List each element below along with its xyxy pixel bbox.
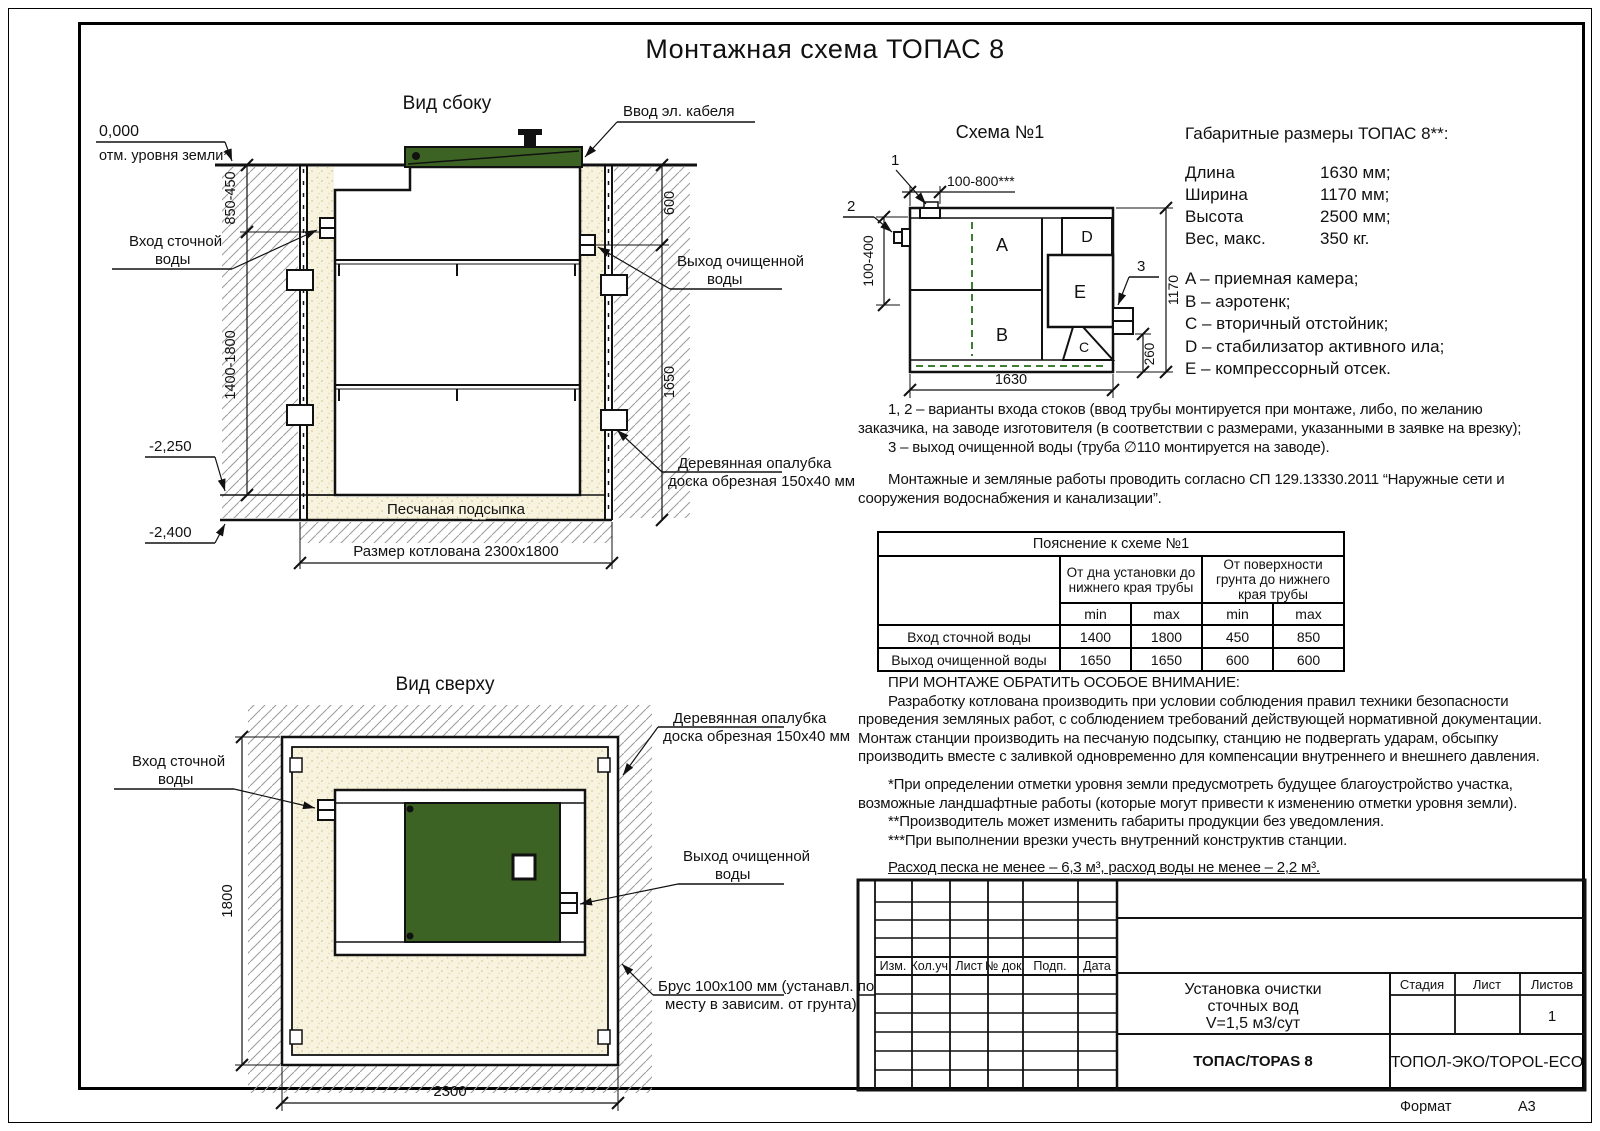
inlet-label-2: воды [155, 251, 191, 268]
timber-label-1: Брус 100х100 мм (устанавл. по [658, 978, 875, 995]
table-group-2: От поверхности грунта до нижнего края трубы [1202, 556, 1344, 603]
explanation-table: Пояснение к схеме №1 От дна установки до нижнего края трубы От поверхности грунта до нижнего края трубы min max min max Вход сточной воды 1400 1800 450 850 Выход очищенной воды 1650 1650 600 600 [877, 531, 1345, 672]
outlet-label-1: Выход очищенной [677, 253, 805, 270]
outlet-label-2: воды [707, 271, 743, 288]
title-block [855, 875, 1595, 1127]
footnote-1: *При определении отметки уровня земли предусмотреть будущее благоустройство участка, возможные ландшафтные работы (которые могут привести к изменению отметки уровня земли). [858, 775, 1518, 812]
legend-item: D – стабилизатор активного ила; [1185, 336, 1445, 356]
attention-block [858, 674, 1558, 878]
stage-header: Стадия [1399, 977, 1445, 992]
inlet-stub-top [318, 800, 335, 820]
svg-text:сточных вод: сточных вод [1207, 998, 1299, 1015]
formwork-label-2: доска обрезная 150х40 мм [668, 473, 856, 490]
outlet-stub-top [560, 893, 577, 913]
compartment-b-label: B [995, 325, 1009, 345]
page-title: Монтажная схема ТОПАС 8 [645, 34, 1005, 64]
callout-1-leader [896, 170, 926, 204]
top-view-title: Вид сверху [395, 674, 495, 695]
footnote-2: **Производитель может изменить габариты продукции без уведомления. [888, 813, 1384, 831]
pit-size-label: Размер котлована 2300х1800 [353, 543, 559, 560]
dimensions-title: Габаритные размеры ТОПАС 8**: [1185, 124, 1449, 143]
sheets-header: Листов [1530, 977, 1574, 992]
inlet-label-top-2: воды [158, 771, 194, 788]
dim-100-400: 100-400 [860, 235, 876, 287]
compartment-legend [1185, 268, 1580, 381]
spec-row: Ширина 1170 мм; [1185, 185, 1390, 204]
compartment-d-label: D [1081, 229, 1093, 246]
side-view-title: Вид сбоку [402, 93, 492, 114]
callout-2: 2 [847, 198, 856, 215]
note-sp: Монтажные и земляные работы проводить согласно СП 129.13330.2011 “Наружные сети и сооружения водоснабжения и канализации”. [858, 471, 1505, 507]
side-view-drawing [85, 93, 856, 600]
doc-title [1184, 981, 1321, 1032]
callout-1: 1 [891, 152, 900, 169]
attention-heading: ПРИ МОНТАЖЕ ОБРАТИТЬ ОСОБОЕ ВНИМАНИЕ: [888, 674, 1240, 691]
product-name: ТОПАС/TOPAS 8 [1193, 1053, 1313, 1070]
compartment-e-label: E [1073, 282, 1087, 302]
outlet-stub [580, 235, 595, 255]
svg-text:Лист: Лист [955, 959, 983, 973]
dim-1800: 1800 [219, 884, 236, 918]
cable-entry-leader [585, 122, 617, 157]
outlet-label-top-2: воды [715, 866, 751, 883]
tank-body [335, 167, 580, 495]
dim-2300: 2300 [433, 1083, 467, 1100]
sheets-value: 1 [1547, 1008, 1557, 1025]
vent-pipe [524, 135, 536, 147]
sand-bedding-label: Песчаная подсыпка [386, 501, 526, 518]
table-title: Пояснение к схеме №1 [878, 532, 1344, 556]
svg-text:№ док.: № док. [984, 959, 1026, 973]
dim-600: 600 [662, 190, 678, 216]
company-name: ТОПОЛ-ЭКО/TOPOL-ECO [1390, 1054, 1584, 1071]
dim-1400-1800: 1400-1800 [223, 330, 239, 400]
tank-lid [405, 129, 582, 167]
format-label: Формат [1400, 1099, 1452, 1115]
level-2250: -2,250 [149, 438, 192, 455]
attention-body: Разработку котлована производить при условии соблюдения правил техники безопасности проведения земляных работ, с соблюдением требований действующей нормативной документации. Монтаж станции производить на песчаную подсыпку, станцию не подвергать ударам, обсыпку производить вместе с заливкой одновременно для компенсации внутреннего и внешнего давления. [858, 692, 1542, 766]
compartment-c-label: C [1078, 339, 1090, 355]
format-value: А3 [1518, 1099, 1536, 1115]
dim-1170: 1170 [1165, 274, 1181, 306]
vent-cap [518, 129, 542, 135]
svg-text:V=1,5 м3/сут: V=1,5 м3/сут [1205, 1015, 1301, 1032]
top-view-drawing [85, 665, 875, 1131]
dim-1650: 1650 [662, 365, 678, 399]
legend-item: A – приемная камера; [1185, 269, 1359, 288]
note-variants: 1, 2 – варианты входа стоков (ввод трубы монтируется при монтаже, либо, по желанию заказчика, на заводе изготовителя (в соответствии с размерами, указанными в заявке на врезку); [858, 401, 1522, 437]
svg-text:Подп.: Подп. [1033, 959, 1067, 973]
formwork-label-top-1: Деревянная опалубка [673, 710, 827, 727]
formwork-label-1: Деревянная опалубка [678, 455, 832, 472]
callout-3-leader [1118, 277, 1129, 305]
timber-label-2: месту в зависим. от грунта) [665, 996, 857, 1013]
level-2400: -2,400 [149, 524, 192, 541]
outlet-label-top-1: Выход очищенной [683, 848, 811, 865]
vent-top-view [513, 855, 535, 879]
inlet-label-1: Вход сточной [129, 233, 223, 250]
zero-mark-label: 0,000 [99, 123, 140, 140]
svg-text:Изм.: Изм. [879, 959, 907, 973]
svg-text:Кол.уч.: Кол.уч. [910, 959, 952, 973]
footnote-3: ***При выполнении врезки учесть внутренний конструктив станции. [888, 831, 1348, 849]
spec-row: Длина 1630 мм; [1185, 163, 1391, 182]
note-outlet: 3 – выход очищенной воды (труба ∅110 монтируется на заводе). [888, 439, 1330, 456]
schema-1-drawing [820, 118, 1210, 418]
level-2400-leader [215, 524, 225, 543]
legend-item: B – аэротенк; [1185, 291, 1291, 311]
table-row: Вход сточной воды 1400 1800 450 850 [878, 625, 1344, 648]
table-row: Выход очищенной воды 1650 1650 600 600 [878, 648, 1344, 671]
cable-entry-label: Ввод эл. кабеля [623, 103, 735, 120]
spec-row: Вес, макс. 350 кг. [1185, 229, 1370, 248]
legend-item: E – компрессорный отсек. [1185, 359, 1391, 378]
dim-100-800: 100-800*** [947, 173, 1015, 189]
sheet-header: Лист [1472, 977, 1502, 992]
inlet-stub [320, 218, 335, 238]
formwork-label-top-2: доска обрезная 150х40 мм [663, 728, 851, 745]
inlet-label-top-1: Вход сточной [132, 753, 226, 770]
svg-text:Установка очистки: Установка очистки [1184, 981, 1322, 998]
svg-text:Дата: Дата [1083, 959, 1111, 973]
legend-item: C – вторичный отстойник; [1185, 314, 1389, 333]
notes-block [858, 400, 1553, 508]
schema-title: Схема №1 [955, 122, 1045, 142]
callout-3: 3 [1137, 258, 1146, 275]
dim-1630: 1630 [994, 372, 1028, 388]
dim-260: 260 [1142, 342, 1157, 366]
table-group-1: От дна установки до нижнего края трубы [1060, 556, 1202, 603]
compartment-a-label: A [995, 235, 1009, 255]
consumption-note: Расход песка не менее – 6,3 м³, расход воды не менее – 2,2 м³. [888, 859, 1320, 877]
revision-headers [880, 959, 1111, 973]
spec-row: Высота 2500 мм; [1185, 207, 1391, 226]
table-corner-cell [878, 556, 1060, 625]
dim-850-450: 850-450 [223, 171, 239, 225]
ground-level-label: отм. уровня земли* [99, 148, 229, 164]
lid-top-view [405, 803, 560, 942]
dimensions-block [1185, 124, 1580, 381]
